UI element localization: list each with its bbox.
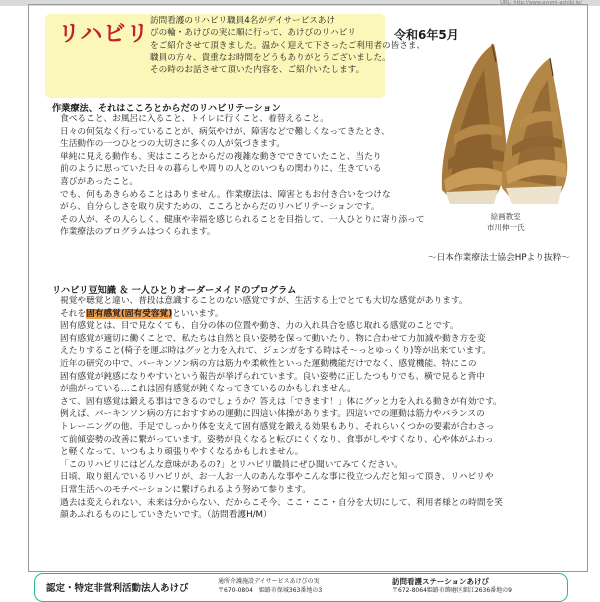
caption-line: 市川伸一氏 (487, 223, 525, 232)
body-line: 前のように思っていた日々の暮らしや周りの人とのいつもの関わりに、生きている (60, 164, 382, 175)
body-line: 過去は変えられない、未来は分からない、だからこそ今、ここ・ここ・自分を大切にして、利用者様との時間を笑 (60, 497, 503, 508)
intro-line: びの輪・あけびの実に順に行って、あけびのリハビリ (150, 28, 356, 39)
section-heading-tips: リハビリ豆知識 ＆ 一人ひとりオーダーメイドのプログラム (52, 285, 297, 296)
body-line: 固有感覚が適切に働くことで、私たちは自然と良い姿勢を保って動いたり、物に合わせて力加減や動き方を変 (60, 333, 486, 344)
section-tips-body (60, 295, 580, 522)
body-line: が曲がっている…これは固有感覚が鈍くなってきているのかもしれません。 (60, 384, 356, 395)
body-line: て前傾姿勢の改善に繋がっています。姿勢が良くなると転びにくくなり、食事がしやすくなり、心や体がふわっ (60, 434, 494, 445)
body-line: 顔あふれるものにしていきたいです。（訪問看護H/M） (60, 510, 272, 521)
body-line: 固有感覚とは、目で見なくても、自分の体の位置や動き、力の入れ具合を感じ取れる感覚のことです。 (60, 321, 459, 332)
caption-line: 絵画教室 (490, 212, 521, 221)
body-line: 日々の何気なく行っていることが、病気やけが、障害などで難しくなってきたとき、 (60, 126, 390, 137)
body-line: さて、固有感覚は鍛える事はできるのでしょうか？答えは「できます！」体にグッと力を入れる動きが有効です。 (60, 396, 502, 407)
body-line: その人が、その人らしく、健康や幸福を感じられることを目指して、一人ひとりに寄り添って (60, 214, 425, 225)
footer-line: 〒672-8064姫路市飾磨区細江2636番地の9 (392, 587, 512, 594)
body-line: 単純に見える動作も、実はこころとからだの複雑な動きでできていたこと、当たり (60, 151, 382, 162)
footer-line: 訪問看護ステーションあけび (392, 577, 490, 586)
intro-line: をご紹介させて頂きました。温かく迎えて下さったご利用者の皆さま、 (150, 40, 426, 51)
body-line: 日頃、取り組んでいるリハビリが、お一人お一人のあんな事やこんな事に役立つんだと知って頂き、リハビリや (60, 472, 494, 483)
footer-visiting-nurse (392, 577, 512, 595)
intro-line: 職員の方々、貴重なお時間をどうもありがとうございました。 (150, 52, 391, 63)
body-line: 生活動作の一つひとつの大切さに多くの人が気づきます。 (60, 139, 286, 150)
body-line: 近年の研究の中で、パーキンソン病の方は筋力や柔軟性といった運動機能だけでなく、感覚機能、特にこの (60, 358, 477, 369)
line-suffix: といいます。 (172, 308, 224, 319)
section-ot-body (60, 113, 580, 239)
body-line: 固有感覚が鈍感になりやすいという報告が挙げられています。良い姿勢に正したつもりでも、横で見ると背中 (60, 371, 485, 382)
source-note: ～日本作業療法士協会HPより抜粋～ (427, 253, 570, 263)
page-title: リハビリ (58, 22, 150, 47)
body-line: 食べること、お風呂に入ること、トイレに行くこと、着替えること。 (60, 114, 329, 124)
intro-line: その時のお話させて頂いた内容を、ご紹介いたします。 (150, 65, 365, 76)
body-line: 「このリハビリにはどんな意味があるの?」とリハビリ職員にぜひ聞いてみてください。 (60, 459, 403, 470)
body-line: 作業療法のプログラムはつくられます。 (60, 227, 216, 238)
section-heading-ot: 作業療法、それはこころとからだのリハビリテーション (52, 103, 281, 114)
body-line: でも、何もあきらめることはありません。作業療法は、障害ともお付き合いをつけな (60, 189, 391, 200)
footer-org-name: 認定・特定非営利活動法人あけび (46, 583, 189, 594)
highlight-term: 固有感覚(固有受容覚) (86, 308, 173, 319)
body-line: 例えば、パーキンソン病の方におすすめの運動に四這い体操があります。四這いでの運動は筋力やバランスの (60, 409, 485, 420)
intro-line: 訪問看護のリハビリ職員4名がデイサービスあけ (150, 16, 336, 26)
line-prefix: それを (60, 308, 87, 319)
body-line: 日常生活へのモチベーションに繋げられるよう努めて参ります。 (60, 484, 311, 495)
body-line: がら、自分らしさを取り戻すための、こころとからだのリハビリテーションです。 (60, 202, 380, 213)
body-line: 喜びがあったこと。 (60, 176, 139, 187)
body-line: えたりすること(椅子を運ぶ時はグッと力を入れて、ジェンガをする時はそ～っとゆっくり)等が出来ています。 (60, 346, 491, 357)
body-line: と軽くなって、いつもより頑張りやすくなるかもしれません。 (60, 447, 304, 458)
body-line: トレーニングの他、手足でしっかり体を支えて固有感覚を鍛える効果もあり、それらいくつかの要素が合わさっ (60, 421, 495, 432)
footer-line: 通所介護施設デイサービスあけびの実 (218, 578, 320, 585)
intro-text (150, 15, 426, 76)
issue-date: 令和6年5月 (394, 28, 459, 42)
body-line: 視覚や聴覚と違い、普段は意識することのない感覚ですが、生活する上でとても大切な感覚があります。 (60, 296, 468, 306)
footer-line: 〒670-0804 姫路市保城363番地の3 (218, 587, 323, 594)
body-line-highlight (60, 308, 580, 321)
footer-dayservice (218, 577, 322, 595)
top-strip-text: URL: http://www.ayumi-ashibi.jp/ (500, 0, 582, 6)
